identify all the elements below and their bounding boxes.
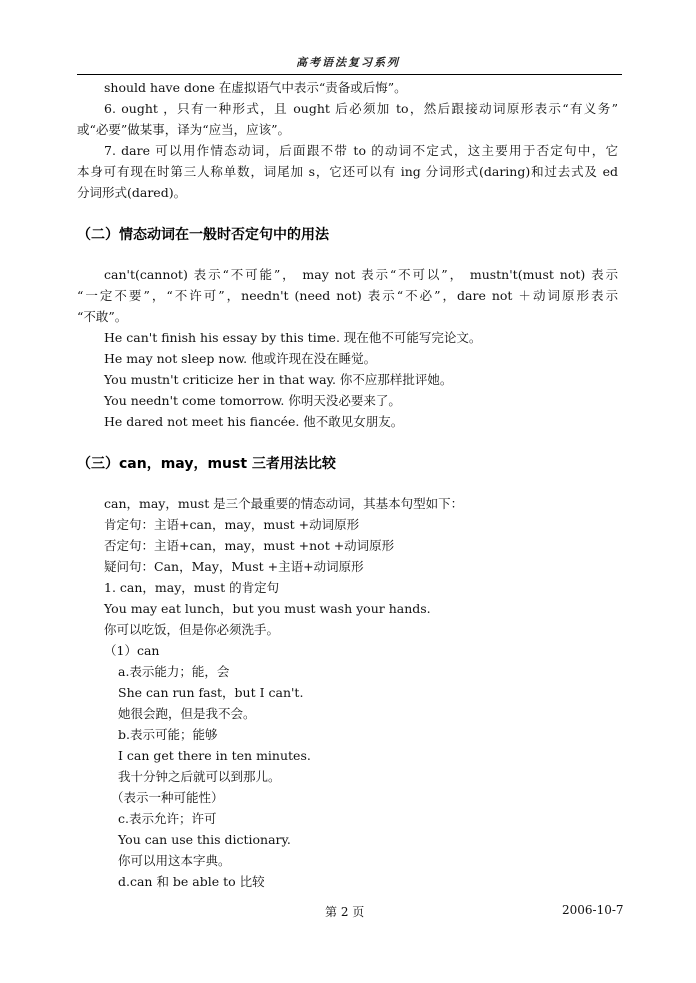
example-sentence: She can run fast，but I can't. <box>118 685 304 700</box>
text-line: 7. dare 可以用作情态动词，后面跟不带 to 的动词不定式，这主要用于否定句中，它 <box>104 143 618 158</box>
text-line: “一定不要”，“不许可”，needn't (need not) 表示“不必”，dare not ＋动词原形表示 <box>77 288 618 303</box>
text-line: d.can 和 be able to 比较 <box>118 874 265 889</box>
text-line: 1. can，may，must 的肯定句 <box>104 580 280 595</box>
text-line: 或“必要”做某事，译为“应当，应该”。 <box>77 122 291 137</box>
footer-date: 2006-10-7 <box>562 903 624 917</box>
text-line: 6. ought ，只有一种形式，且 ought 后必须加 to，然后跟接动词原形表示“有义务” <box>104 101 618 116</box>
text-line: a.表示能力；能，会 <box>118 664 230 679</box>
text-line: 否定句：主语+can，may，must +not +动词原形 <box>104 538 395 553</box>
text-line: 你可以吃饭，但是你必须洗手。 <box>104 622 280 637</box>
example-sentence: You may eat lunch，but you must wash your hands. <box>104 601 431 616</box>
text-line: should have done 在虚拟语气中表示“责备或后悔”。 <box>104 80 407 95</box>
text-line: can't(cannot) 表示“不可能”， may not 表示“不可以”， mustn't(must not) 表示 <box>104 267 618 282</box>
text-line: 肯定句：主语+can，may，must +动词原形 <box>104 517 360 532</box>
example-sentence: You can use this dictionary. <box>118 832 291 847</box>
section-heading: （二）情态动词在一般时否定句中的用法 <box>77 227 329 243</box>
text-line: 我十分钟之后就可以到那儿。 <box>118 769 281 784</box>
page-header-title: 高考语法复习系列 <box>296 56 400 69</box>
text-line: b.表示可能；能够 <box>118 727 218 742</box>
text-line: c.表示允许；许可 <box>118 811 217 826</box>
text-line: 你可以用这本字典。 <box>118 853 231 868</box>
example-sentence: He dared not meet his fiancée. 他不敢见女朋友。 <box>104 414 404 429</box>
example-sentence: You mustn't criticize her in that way. 你不应那样批评她。 <box>104 372 453 387</box>
text-line: 分词形式(dared)。 <box>77 185 187 200</box>
text-line: can，may，must 是三个最重要的情态动词，其基本句型如下： <box>104 496 464 511</box>
text-line: （表示一种可能性） <box>111 790 224 805</box>
example-sentence: He may not sleep now. 他或许现在没在睡觉。 <box>104 351 377 366</box>
text-line: 她很会跑，但是我不会。 <box>118 706 256 721</box>
text-line: “不敢”。 <box>77 309 128 324</box>
example-sentence: You needn't come tomorrow. 你明天没必要来了。 <box>104 393 401 408</box>
header-rule <box>77 74 622 75</box>
text-line: 疑问句：Can，May，Must +主语+动词原形 <box>104 559 364 574</box>
subheading: （1）can <box>104 643 160 658</box>
example-sentence: I can get there in ten minutes. <box>118 748 311 763</box>
example-sentence: He can't finish his essay by this time. 现在他不可能写完论文。 <box>104 330 482 345</box>
section-heading: （三）can，may，must 三者用法比较 <box>77 456 336 472</box>
text-line: 本身可有现在时第三人称单数，词尾加 s，它还可以有 ing 分词形式(daring)和过去式及 ed <box>77 164 618 179</box>
page-number: 第 2 页 <box>325 905 365 919</box>
